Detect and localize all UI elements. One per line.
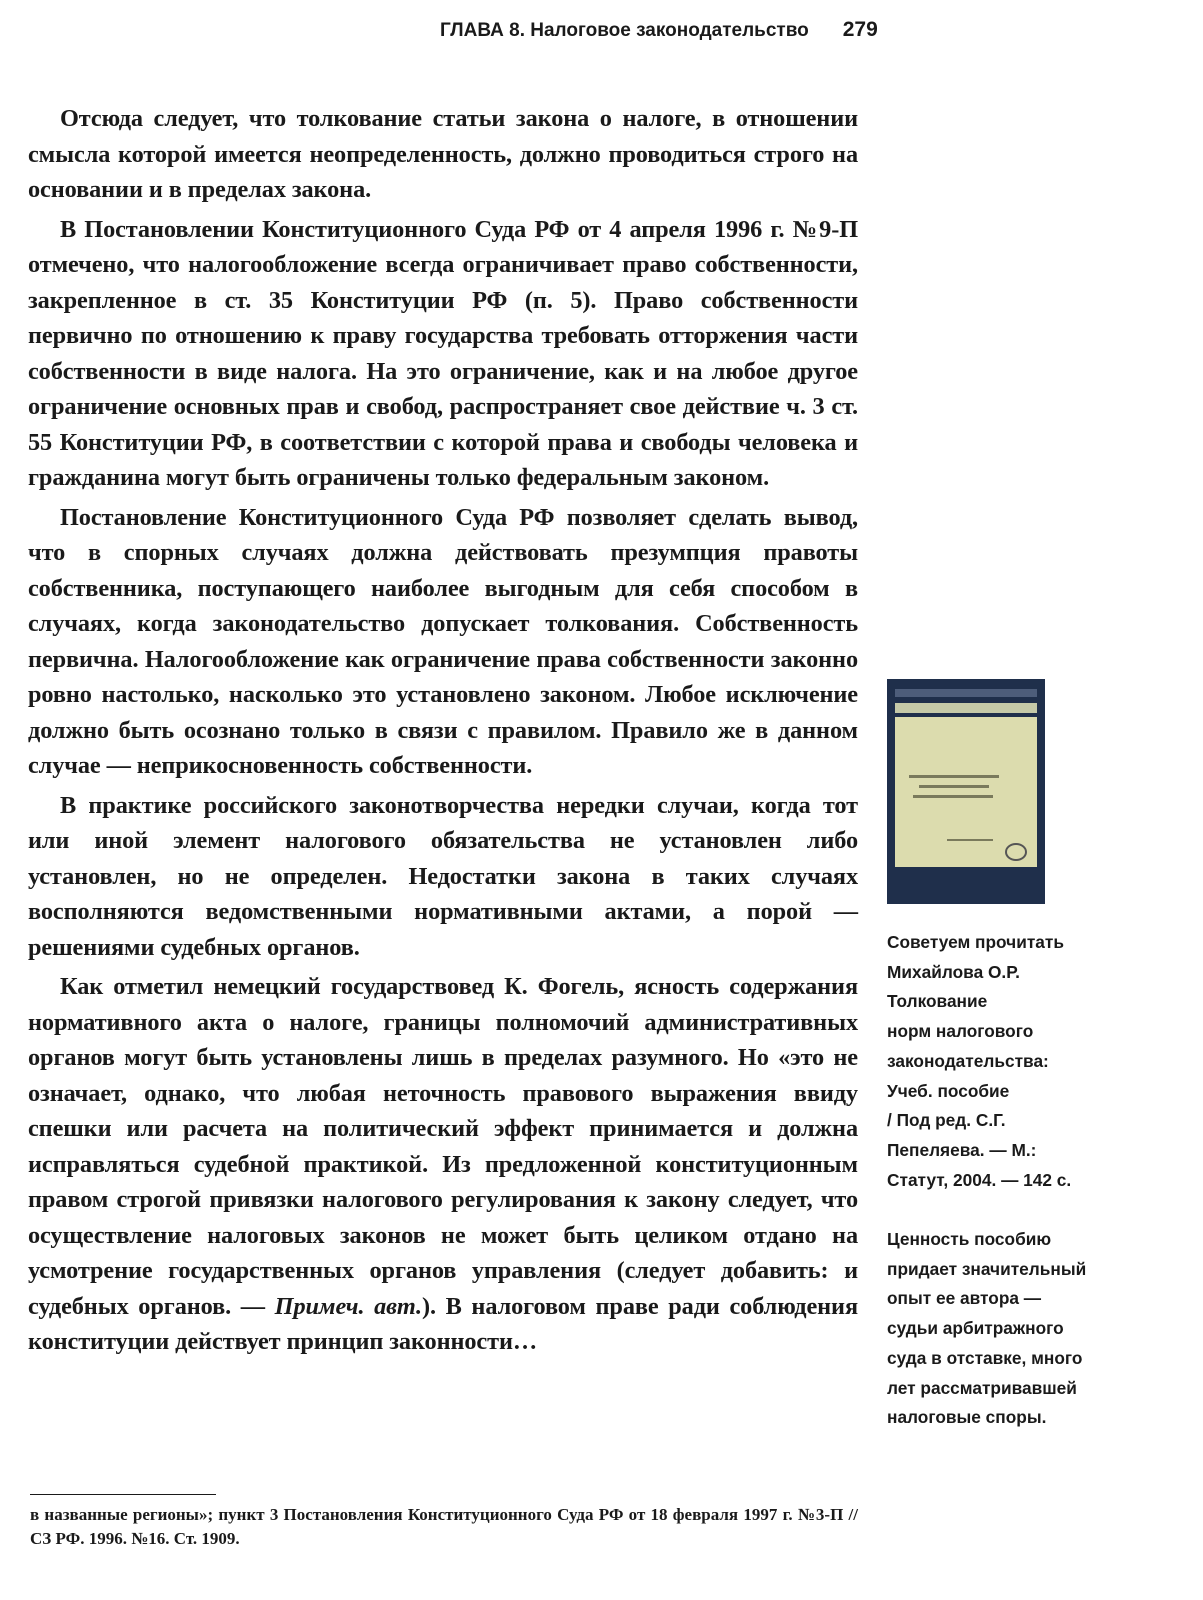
cover-title-panel <box>895 717 1037 867</box>
cover-series-band <box>895 689 1037 697</box>
sidebar-line: норм налогового <box>887 1021 1034 1042</box>
cover-title-line <box>919 785 989 788</box>
paragraph-5-text-a: Как отметил немецкий государствовед К. Фогель, ясность содержания нормативного акта о налоге, границы полномочий административных органов могут быть установлены лишь в пределах разумного. Но «это не означает, однако, что любая неточность правового выражения ввиду спешки или расчета на политический эффект принимается и должна исправляться судебной практикой. Из предложенной конституционным правом строгой привязки налогового регулирования к закону следует, что осуществление налоговых законов не может быть целиком отдано на усмотрение государственных органов управления (следует добавить: и судебных органов. — <box>28 973 858 1320</box>
sidebar-line: придает значительный <box>887 1258 1087 1279</box>
sidebar-line: Пепеляева. — М.: <box>887 1139 1037 1160</box>
sidebar-line: суда в отставке, много <box>887 1347 1083 1368</box>
paragraph-1: Отсюда следует, что толкование статьи закона о налоге, в отношении смысла которой имеется неопределенность, должно проводиться строго на основании и в пределах закона. <box>28 105 858 203</box>
sidebar-line: Статут, 2004. — 142 с. <box>887 1169 1072 1190</box>
sidebar-line: Михайлова О.Р. <box>887 961 1020 982</box>
sidebar-line: Советуем прочитать <box>887 932 1064 952</box>
cover-title-line <box>909 775 999 778</box>
paragraph-2: В Постановлении Конституционного Суда РФ от 4 апреля 1996 г. №9-П отмечено, что налогообложение всегда ограничивает право собственности, закрепленное в ст. 35 Конституции РФ (п. 5). Право собственности первично по отношению к праву государства требовать отторжения части собственности в виде налога. На это ограничение, как и на любое другое ограничение основных прав и свобод, распространяет свое действие ч. 3 ст. 55 Конституции РФ, в соответствии с которой права и свободы человека и гражданина могут быть ограничены только федеральным законом. <box>28 215 858 491</box>
sidebar-note <box>887 1225 1127 1433</box>
page-number: 279 <box>842 18 878 41</box>
cover-bottom-band <box>895 867 1037 889</box>
sidebar-line: судьи арбитражного <box>887 1318 1064 1339</box>
cover-subtitle-line <box>947 839 993 841</box>
paragraph-5 <box>28 969 858 1360</box>
sidebar-line: Учеб. пособие <box>887 1080 1010 1101</box>
sidebar-line: налоговые споры. <box>887 1407 1047 1428</box>
book-cover-image <box>887 679 1045 904</box>
sidebar-line: лет рассматривавшей <box>887 1377 1077 1398</box>
cover-author-band <box>895 703 1037 713</box>
chapter-title: ГЛАВА 8. Налоговое законодательство <box>440 20 809 41</box>
running-head <box>440 18 940 42</box>
footnote-rule <box>30 1494 216 1495</box>
sidebar-line: Толкование <box>887 991 988 1012</box>
sidebar-line: опыт ее автора — <box>887 1288 1042 1309</box>
paragraph-3: Постановление Конституционного Суда РФ позволяет сделать вывод, что в спорных случаях должна действовать презумпция правоты собственника, поступающего наиболее выгодным для себя способом в случаях, когда законодательство допускает толкования. Собственность первична. Налогообложение как ограничение права собственности законно ровно настолько, насколько это установлено законом. Любое исключение должно быть осознано только в связи с правилом. Правило же в данном случае — неприкосновенность собственности. <box>28 503 858 779</box>
sidebar-line: законодательства: <box>887 1050 1049 1071</box>
cover-title-line <box>913 795 993 798</box>
author-note: Примеч. авт. <box>274 1292 422 1320</box>
paragraph-4: В практике российского законотворчества нередки случаи, когда тот или иной элемент налогового обязательства не установлен либо установлен, но не определен. Недостатки закона в таких случаях восполняются ведомственными нормативными актами, а порой — решениями судебных органов. <box>28 791 858 961</box>
sidebar-recommendation <box>887 928 1127 1195</box>
sidebar-line: Ценность пособию <box>887 1229 1052 1249</box>
sidebar-line: / Под ред. С.Г. <box>887 1110 1006 1131</box>
footnote: в названные регионы»; пункт 3 Постановления Конституционного Суда РФ от 18 февраля 1997 г. №3-П // СЗ РФ. 1996. №16. Ст. 1909. <box>30 1505 858 1548</box>
paragraph-5-text-b: ). В налоговом праве ради соблюдения конституции действует принцип законности… <box>28 1292 858 1355</box>
main-text <box>28 101 858 1360</box>
publisher-logo-icon <box>1005 843 1027 861</box>
